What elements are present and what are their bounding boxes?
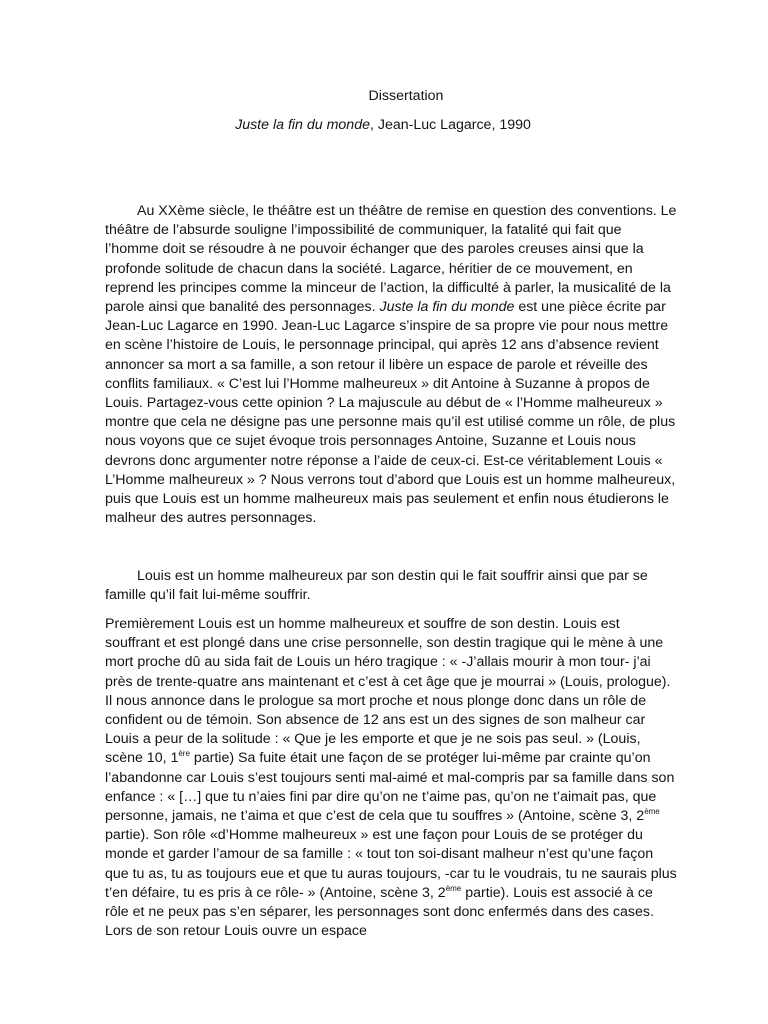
document-subtitle bbox=[0, 116, 766, 135]
argument-text-3: partie). Son rôle «d’Homme malheureux » est une façon pour Louis de se protéger du monde et garder l’amour de sa famille : « tout ton soi-disant malheur n’est qu’une façon que tu as, tu as toujours eue et que tu auras toujours, -car tu le voudrais, tu ne saurais plus t’en défaire, tu es pris à ce rôle- » (Antoine, scène 3, 2 bbox=[105, 827, 677, 901]
intro-text-1: Au XXème siècle, le théâtre est un théâtre de remise en question des conventions. Le théâtre de l’absurde souligne l’impossibilité de communiquer, la fatalité qui fait que l’homme doit se résoudre à ne pouvoir échanger que des paroles creuses ainsi que la profonde solitude de chacun dans la société. Lagarce, héritier de ce mouvement, en reprend les principes comme la minceur de l’action, la difficulté à parler, la musicalité de la parole ainsi que banalité des personnages. bbox=[105, 203, 677, 316]
document-title: Dissertation bbox=[368, 88, 444, 104]
argument-text-4: partie). Louis est associé à ce rôle et ne peux pas s’en séparer, les personnages sont donc enfermés dans des cases. Lors de son retour Louis ouvre un espace bbox=[105, 884, 654, 940]
superscript-ere: ère bbox=[178, 749, 190, 759]
part-one-thesis bbox=[105, 567, 677, 605]
superscript-eme-2: ème bbox=[445, 883, 462, 893]
author-date: , Jean-Luc Lagarce, 1990 bbox=[369, 117, 531, 133]
work-title: Juste la fin du monde bbox=[235, 117, 370, 133]
argument-paragraph bbox=[105, 615, 677, 941]
introduction-paragraph bbox=[105, 202, 677, 528]
argument-text-2: partie) Sa fuite était une façon de se protéger lui-même par crainte qu’on l’abandonne car Louis s’est toujours senti mal-aimé et mal-compris par sa famille dans son enfance : « […] que tu n’aies fini par dire qu’on ne t’aime pas, qu’on ne t’aimait pas, que personne, jamais, ne t’aima et que c’est de cela que tu souffres » (Antoine, scène 3, 2 bbox=[105, 750, 675, 825]
argument-text-1: Premièrement Louis est un homme malheureux et souffre de son destin. Louis est souffrant et est plongé dans une crise personnelle, son destin tragique qui le mène à une mort proche dû au sida fait de Louis un héro tragique : « -J’allais mourir à mon tour- j’ai près de trente-quatre ans maintenant et c’est à cet âge que je mourrai » (Louis, prologue). Il nous annonce dans le prologue sa mort proche et nous plonge donc dans un rôle de confident ou de témoin. Son absence de 12 ans est un des signes de son malheur car Louis a peur de la solitude : « Que je les emporte et que je ne sois pas seul. » (Louis, scène 10, 1 bbox=[105, 616, 671, 767]
intro-work-title: Juste la fin du monde bbox=[379, 299, 515, 316]
superscript-eme-1: ème bbox=[644, 807, 660, 817]
thesis-text: Louis est un homme malheureux par son destin qui le fait souffrir ainsi que par se famille qu’il fait lui-même souffrir. bbox=[105, 568, 648, 604]
intro-text-2: est une pièce écrite par Jean-Luc Lagarce en 1990. Jean-Luc Lagarce s’inspire de sa propre vie pour nous mettre en scène l’histoire de Louis, le personnage principal, qui après 12 ans d’absence revient annoncer sa mort a sa famille, a son retour il libère un espace de parole et réveille des conflits familiaux. « C’est lui l’Homme malheureux » dit Antoine à Suzanne à propos de Louis. Partagez-vous cette opinion ? La majuscule au début de « l’Homme malheureux » montre que cela ne désigne pas une personne mais qu’il est utilisé comme un rôle, de plus nous voyons que ce sujet évoque trois personnages Antoine, Suzanne et Louis nous devrons donc argumenter notre réponse a l’aide de ceux-ci. Est-ce véritablement Louis « L’Homme malheureux » ? Nous verrons tout d’abord que Louis est un homme malheureux, puis que Louis est un homme malheureux mais pas seulement et enfin nous étudierons le malheur des autres personnages. bbox=[105, 299, 676, 527]
